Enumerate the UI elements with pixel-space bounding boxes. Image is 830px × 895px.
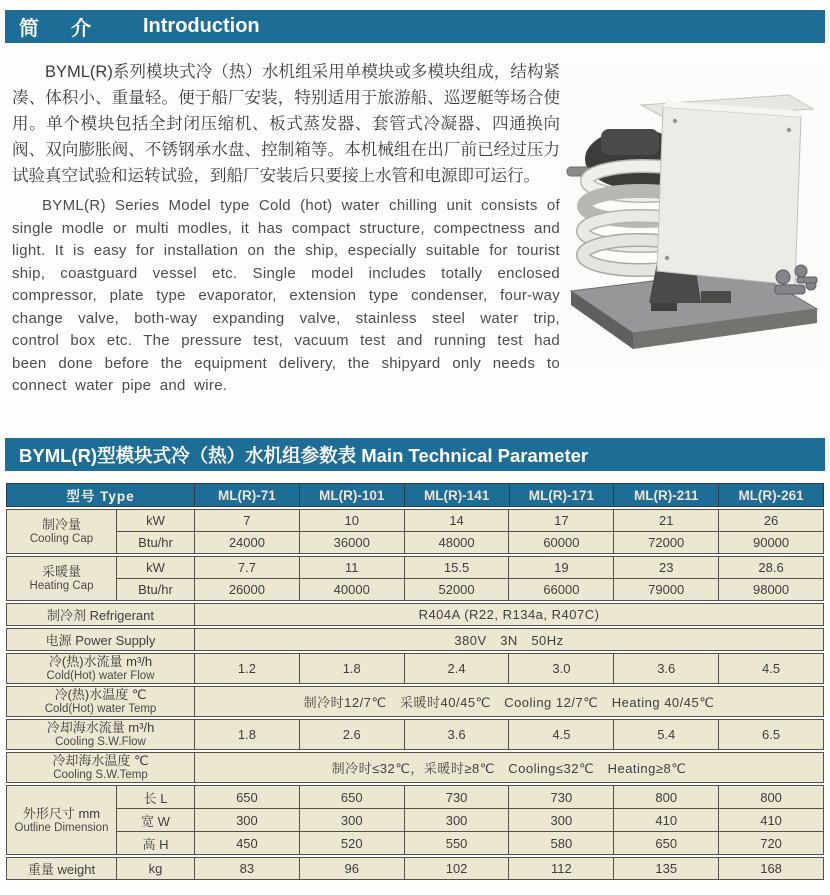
param-cell: 7 bbox=[195, 510, 300, 532]
param-cell: 550 bbox=[404, 832, 509, 855]
param-cell: 3.0 bbox=[509, 654, 614, 684]
heating-capacity-rows bbox=[6, 556, 824, 601]
param-cell: 650 bbox=[195, 786, 300, 809]
model-header-cell: ML(R)-261 bbox=[719, 484, 824, 507]
model-header-row bbox=[6, 483, 824, 507]
row-label-en: Cold(Hot) water Temp bbox=[44, 703, 157, 715]
param-cell: 5.4 bbox=[614, 720, 719, 750]
intro-text-column bbox=[12, 59, 560, 438]
cooling-capacity-rows bbox=[6, 509, 824, 554]
param-cell: 52000 bbox=[404, 579, 509, 601]
param-cell: 19 bbox=[509, 557, 614, 579]
param-cell: 3.6 bbox=[614, 654, 719, 684]
intro-section-bar bbox=[5, 10, 825, 43]
param-cell: 730 bbox=[404, 786, 509, 809]
param-cell: 98000 bbox=[719, 579, 824, 601]
parameter-table bbox=[0, 471, 830, 880]
water-flow-row bbox=[6, 653, 824, 684]
param-cell: 23 bbox=[614, 557, 719, 579]
param-cell: 730 bbox=[509, 786, 614, 809]
param-cell: 410 bbox=[719, 809, 824, 832]
row-label-heating bbox=[7, 557, 117, 601]
param-cell: 2.4 bbox=[404, 654, 509, 684]
param-cell: 720 bbox=[719, 832, 824, 855]
row-label-weight: 重量 weight bbox=[7, 858, 117, 880]
param-cell: 28.6 bbox=[719, 557, 824, 579]
row-label-en: Outline Dimension bbox=[14, 821, 109, 834]
param-cell: 300 bbox=[195, 809, 300, 832]
param-cell: 3.6 bbox=[404, 720, 509, 750]
outline-dimension-rows bbox=[6, 785, 824, 855]
unit-cell: 宽 W bbox=[117, 809, 195, 832]
param-cell: 21 bbox=[614, 510, 719, 532]
param-cell: 1.2 bbox=[195, 654, 300, 684]
sea-water-temp-value: 制冷时≤32℃，采暖时≥8℃ Cooling≤32℃ Heating≥8℃ bbox=[195, 753, 824, 783]
params-section-bar bbox=[5, 438, 825, 471]
row-label-en: Cooling S.W.Flow bbox=[55, 736, 146, 748]
product-photo bbox=[560, 59, 824, 438]
param-cell: 800 bbox=[719, 786, 824, 809]
sea-water-flow-row bbox=[6, 719, 824, 750]
row-label-cn: 采暖量 bbox=[41, 564, 81, 579]
water-temp-row bbox=[6, 686, 824, 717]
param-cell: 300 bbox=[404, 809, 509, 832]
row-label-en: Cooling Cap bbox=[29, 533, 94, 545]
unit-cell: Btu/hr bbox=[117, 532, 195, 554]
row-label-cn: 制冷量 bbox=[41, 517, 81, 532]
intro-section bbox=[0, 43, 830, 438]
params-bar-title: BYML(R)型模块式冷（热）水机组参数表 Main Technical Parameter bbox=[19, 444, 589, 466]
param-cell: 79000 bbox=[614, 579, 719, 601]
row-label-refrigerant: 制冷剂 Refrigerant bbox=[7, 604, 195, 626]
intro-bar-title-en: Introduction bbox=[143, 15, 260, 37]
intro-paragraph-english: BYML(R) Series Model type Cold (hot) water chilling unit consists of single modle or multi modles, it has compact structure, compectness and light. It is easy for installation on the ship, especially suitable for tourist ship, coastguard vessel etc. Single model includes totally enclosed compressor, plate type evaporator, extension type condenser, four-way change valve, both-way expanding valve, stainless steel water trip, control box etc. The pressure test, vacuum test and running test had been done before the equipment delivery, the shipyard only needs to connect water pipe and wire. bbox=[12, 197, 560, 394]
unit-cell: kW bbox=[117, 557, 195, 579]
row-label-water-flow bbox=[7, 654, 195, 684]
param-cell: 40000 bbox=[299, 579, 404, 601]
param-cell: 4.5 bbox=[719, 654, 824, 684]
model-header-cell: ML(R)-171 bbox=[509, 484, 614, 507]
param-cell: 520 bbox=[299, 832, 404, 855]
row-label-en: Heating Cap bbox=[29, 580, 94, 592]
param-cell: 6.5 bbox=[719, 720, 824, 750]
model-header-cell: ML(R)-211 bbox=[614, 484, 719, 507]
unit-cell: kW bbox=[117, 510, 195, 532]
param-cell: 11 bbox=[299, 557, 404, 579]
param-cell: 17 bbox=[509, 510, 614, 532]
intro-bar-title-cn: 简 介 bbox=[19, 18, 97, 40]
intro-paragraph-chinese: BYML(R)系列模块式冷（热）水机组采用单模块或多模块组成，结构紧凑、体积小、重量轻。便于船厂安装，特别适用于旅游船、巡逻艇等场合使用。单个模块包括全封闭压缩机、板式蒸发器、套管式冷凝器、四通换向阀、双向膨胀阀、不锈钢承水盘、控制箱等。本机械组在出厂前已经过压力试验真空试验和运转试验，到船厂安装后只要接上水管和电源即可运行。 bbox=[12, 63, 560, 185]
refrigerant-row bbox=[6, 603, 824, 626]
param-cell: 14 bbox=[404, 510, 509, 532]
power-supply-row bbox=[6, 628, 824, 651]
row-label-dimensions bbox=[7, 786, 117, 855]
type-header-cell: 型号 Type bbox=[7, 484, 195, 507]
param-cell: 410 bbox=[614, 809, 719, 832]
model-header-cell: ML(R)-71 bbox=[195, 484, 300, 507]
row-label-en: Cold(Hot) water Flow bbox=[46, 670, 155, 682]
param-cell: 300 bbox=[299, 809, 404, 832]
param-cell: 96 bbox=[299, 858, 404, 880]
sea-water-temp-row bbox=[6, 752, 824, 783]
param-cell: 112 bbox=[509, 858, 614, 880]
row-label-en: Cooling S.W.Temp bbox=[53, 769, 148, 781]
row-label-cn: 冷却海水温度 ℃ bbox=[52, 753, 149, 768]
param-cell: 26 bbox=[719, 510, 824, 532]
param-cell: 1.8 bbox=[299, 654, 404, 684]
unit-cell: kg bbox=[117, 858, 195, 880]
row-label-cn: 冷却海水流量 m³/h bbox=[46, 720, 155, 735]
param-cell: 48000 bbox=[404, 532, 509, 554]
unit-cell: Btu/hr bbox=[117, 579, 195, 601]
param-cell: 168 bbox=[719, 858, 824, 880]
row-label-power: 电源 Power Supply bbox=[7, 629, 195, 651]
weight-row bbox=[6, 857, 824, 880]
param-cell: 83 bbox=[195, 858, 300, 880]
row-label-sw-flow bbox=[7, 720, 195, 750]
model-header-cell: ML(R)-101 bbox=[299, 484, 404, 507]
water-temp-value: 制冷时12/7℃ 采暖时40/45℃ Cooling 12/7℃ Heating 40/45℃ bbox=[195, 687, 824, 717]
param-cell: 800 bbox=[614, 786, 719, 809]
row-label-water-temp bbox=[7, 687, 195, 717]
row-label-cooling bbox=[7, 510, 117, 554]
param-cell: 10 bbox=[299, 510, 404, 532]
param-cell: 580 bbox=[509, 832, 614, 855]
param-cell: 7.7 bbox=[195, 557, 300, 579]
param-cell: 650 bbox=[299, 786, 404, 809]
row-label-cn: 冷(热)水流量 m³/h bbox=[48, 654, 153, 669]
param-cell: 24000 bbox=[195, 532, 300, 554]
param-cell: 26000 bbox=[195, 579, 300, 601]
param-cell: 90000 bbox=[719, 532, 824, 554]
param-cell: 135 bbox=[614, 858, 719, 880]
param-cell: 4.5 bbox=[509, 720, 614, 750]
param-cell: 1.8 bbox=[195, 720, 300, 750]
row-label-cn: 外形尺寸 mm bbox=[22, 805, 101, 821]
power-supply-value: 380V 3N 50Hz bbox=[195, 629, 824, 651]
row-label-cn: 冷(热)水温度 ℃ bbox=[54, 687, 147, 702]
unit-cell: 长 L bbox=[117, 786, 195, 809]
chiller-unit-illustration bbox=[561, 63, 823, 363]
unit-cell: 高 H bbox=[117, 832, 195, 855]
param-cell: 102 bbox=[404, 858, 509, 880]
param-cell: 72000 bbox=[614, 532, 719, 554]
model-header-cell: ML(R)-141 bbox=[404, 484, 509, 507]
row-label-sw-temp bbox=[7, 753, 195, 783]
param-cell: 450 bbox=[195, 832, 300, 855]
param-cell: 15.5 bbox=[404, 557, 509, 579]
param-cell: 2.6 bbox=[299, 720, 404, 750]
refrigerant-value: R404A (R22, R134a, R407C) bbox=[195, 604, 824, 626]
param-cell: 36000 bbox=[299, 532, 404, 554]
param-cell: 66000 bbox=[509, 579, 614, 601]
param-cell: 650 bbox=[614, 832, 719, 855]
param-cell: 60000 bbox=[509, 532, 614, 554]
param-cell: 300 bbox=[509, 809, 614, 832]
